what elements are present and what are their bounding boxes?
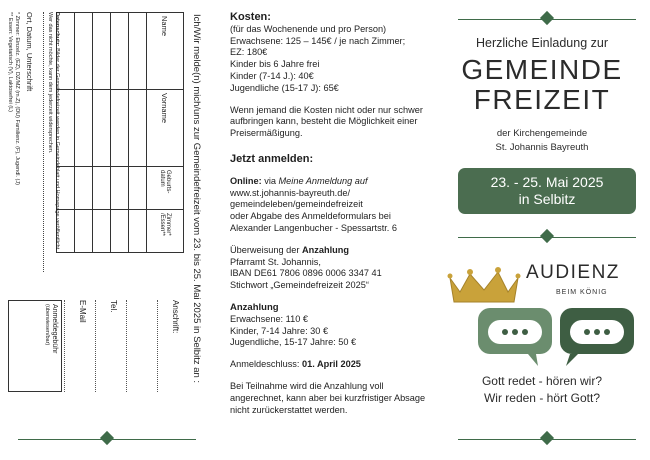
col-zimmer-essen: Zimmer* /Essen**: [147, 210, 184, 253]
costs-line: Jugendliche (15-17 J): 65€: [230, 82, 339, 93]
org-line-1: der Kirchengemeinde: [496, 128, 588, 139]
contact-fields: [58, 300, 182, 392]
info-panel: [212, 0, 434, 460]
costs-line: Erwachsene: 125 – 145€ / je nach Zimmer;: [230, 35, 406, 46]
slogan-line-2: Wir reden - hört Gott?: [483, 391, 601, 405]
invite-text: Herzliche Einladung zur: [475, 36, 608, 50]
fee-box[interactable]: [8, 300, 62, 392]
reduction-text: Wenn jemand die Kosten nicht oder nur schwer aufbringen kann, besteht die Möglichkeit einer Preisermäßigung.: [230, 104, 423, 139]
col-vorname: Vorname: [147, 90, 184, 167]
fee-label: Anmeldegebühr: [51, 304, 58, 354]
table-row[interactable]: [93, 13, 111, 253]
email-field[interactable]: E-Mail: [64, 300, 89, 392]
fee-note: (überwiesen/bar): [44, 304, 50, 346]
registration-form: [0, 0, 212, 400]
diamond-divider-icon: [18, 432, 196, 446]
tel-field[interactable]: Tel.: [95, 300, 120, 392]
speech-bubble-icon: [478, 300, 638, 370]
costs-heading: Kosten:: [230, 11, 271, 23]
registration-form-panel: [0, 0, 212, 460]
payment-bold: Anzahlung: [302, 244, 349, 255]
online-pre: via: [264, 175, 276, 186]
payment-detail: Pfarramt St. Johannis,: [230, 256, 321, 267]
register-heading: Jetzt anmelden:: [230, 152, 314, 165]
payment-iban: IBAN DE61 7806 0896 0006 3347 41: [230, 268, 382, 279]
deposit-line: Erwachsene: 110 €: [230, 313, 308, 324]
deadline-label: Anmeldeschluss:: [230, 359, 300, 370]
registration-url-1[interactable]: www.st.johannis-bayreuth.de/: [230, 187, 351, 198]
costs-line: EZ: 180€: [230, 47, 268, 58]
footnote-room: * Zimmer: Einzelz. (EZ), DZ/MZ (m.Z), (DU) Familienz. (F), Jugendl. (J): [14, 12, 20, 185]
col-geburtsdatum: Geburts-datum: [147, 167, 184, 210]
form-title: Ich/Wir melde(n) mich/uns zur Gemeindefreizeit vom 23. bis 25. Mai 2025 in Selbitz an :: [191, 14, 202, 384]
logo-subtitle: BEIM KÖNIG: [556, 289, 608, 296]
cover-panel: [434, 0, 650, 460]
diamond-divider-icon: [458, 12, 636, 26]
address-field[interactable]: Anschrift:: [157, 300, 182, 392]
address-field-2[interactable]: [126, 300, 151, 392]
form-footnotes: [6, 12, 20, 272]
slogan-line-1: Gott redet - hören wir?: [481, 374, 603, 388]
date-box: [458, 168, 636, 214]
title-freizeit: FREIZEIT: [473, 84, 611, 115]
logo-title: AUDIENZ: [526, 262, 620, 283]
title-gemeinde: GEMEINDE: [461, 54, 623, 85]
alt-registration-1: oder Abgabe des Anmeldeformulars bei: [230, 211, 391, 222]
diamond-divider-icon: [458, 432, 636, 446]
payment-keyword: Stichwort „Gemeindefreizeit 2025“: [230, 280, 369, 291]
registration-url-2[interactable]: gemeindeleben/gemeindefreizeit: [230, 199, 363, 210]
refund-text: Bei Teilnahme wird die Anzahlung voll angerechnet, kann aber bei kurzfristiger Absage nicht zurückerstattet werden.: [230, 380, 426, 415]
org-line-2: St. Johannis Bayreuth: [495, 142, 589, 153]
privacy-notice: [46, 12, 60, 262]
table-row[interactable]: [75, 13, 93, 253]
diamond-divider-icon: [458, 230, 636, 244]
online-line: [230, 176, 435, 188]
payment-pre: Überweisung der: [230, 244, 300, 255]
payment-line: [230, 245, 435, 257]
footnote-food: ** Essen: Vegetarisch (V), Laktosefrei (L): [7, 12, 13, 112]
event-place: in Selbitz: [518, 191, 576, 207]
costs-line: (für das Wochenende und pro Person): [230, 23, 387, 34]
deadline-line: [230, 359, 435, 371]
signature-label: Ort, Datum, Unterschrift: [25, 12, 34, 92]
col-name: Name: [147, 13, 184, 90]
privacy-text: Bilder der Gemeindefreizeit werden in Gemeindeblatt und Homepage veröffentlicht. Wer das nicht möchte, kann dem jederzeit widersprechen.: [47, 12, 60, 251]
online-label: Online:: [230, 175, 262, 186]
deposit-line: Jugendliche, 15-17 Jahre: 50 €: [230, 337, 357, 348]
table-row[interactable]: [111, 13, 129, 253]
costs-line: Kinder bis 6 Jahre frei: [230, 59, 320, 70]
privacy-label: Datenschutz:: [54, 12, 60, 47]
registration-table: [56, 12, 184, 253]
online-italic: Meine Anmeldung auf: [278, 175, 368, 186]
signature-line[interactable]: [43, 12, 44, 272]
deadline-date: 01. April 2025: [302, 359, 361, 370]
deposit-heading: Anzahlung: [230, 301, 279, 313]
deposit-line: Kinder, 7-14 Jahre: 30 €: [230, 325, 329, 336]
alt-registration-2: Alexander Langenbucher - Spessartstr. 6: [230, 222, 398, 233]
table-row[interactable]: [129, 13, 147, 253]
event-date: 23. - 25. Mai 2025: [490, 174, 604, 190]
costs-line: Kinder (7-14 J.): 40€: [230, 70, 314, 81]
